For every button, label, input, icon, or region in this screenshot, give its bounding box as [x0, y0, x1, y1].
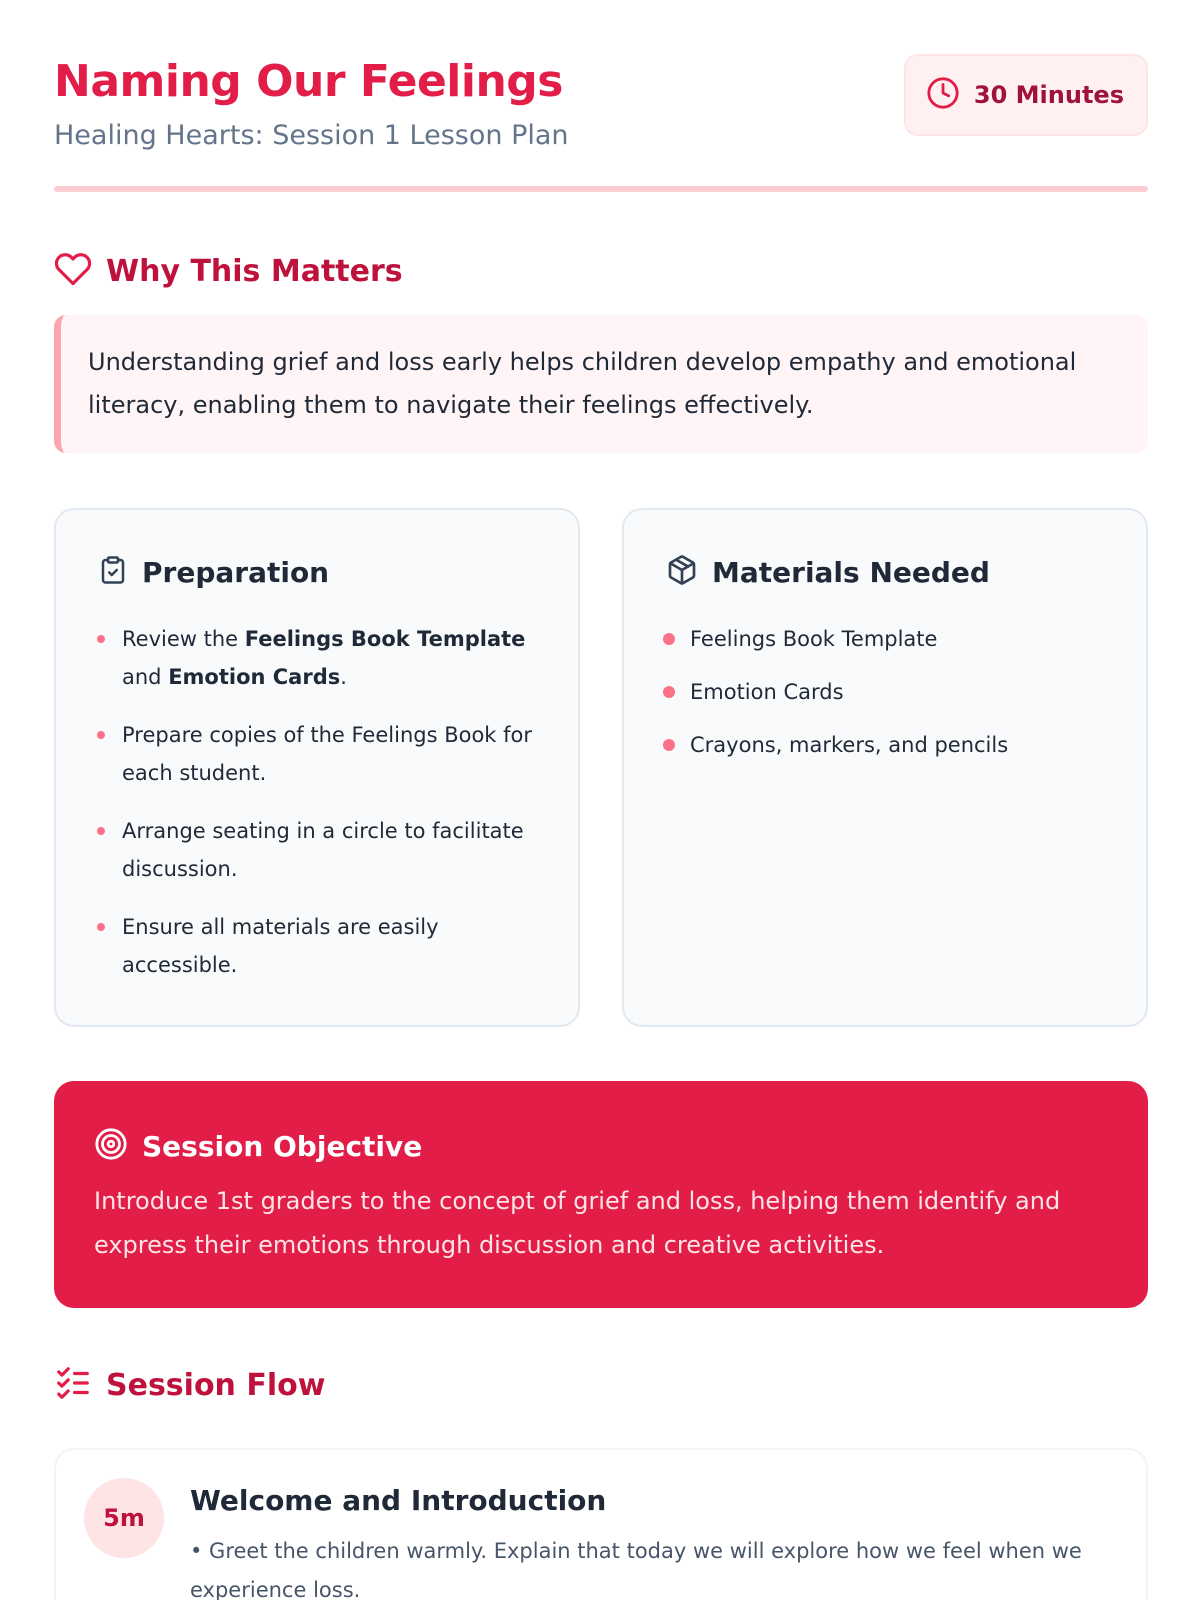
step-title: Welcome and Introduction	[190, 1484, 607, 1517]
duration-badge	[904, 54, 1148, 136]
preparation-list	[96, 620, 548, 1004]
page-subtitle: Healing Hearts: Session 1 Lesson Plan	[54, 120, 569, 151]
flow-heading	[54, 1364, 325, 1406]
objective-panel	[54, 1081, 1148, 1308]
step-time-badge: 5m	[84, 1478, 164, 1558]
materials-heading-label: Materials Needed	[712, 555, 990, 589]
list-item-text: .	[340, 665, 347, 689]
step-text: • Greet the children warmly. Explain that today we will explore how we feel when we experience loss.	[190, 1539, 1082, 1600]
header-divider	[54, 186, 1148, 192]
preparation-heading-label: Preparation	[142, 555, 330, 589]
why-text: Understanding grief and loss early helps children develop empathy and emotional literacy, enabling them to navigate their feelings effectively.	[88, 348, 1077, 419]
list-item-text: and	[122, 665, 169, 689]
flow-step-card	[54, 1448, 1148, 1600]
list-item: Crayons, markers, and pencils	[664, 726, 1116, 764]
why-callout	[54, 315, 1148, 453]
objective-heading-label: Session Objective	[142, 1129, 423, 1163]
list-item: Feelings Book Template	[664, 620, 1116, 658]
why-heading-label: Why This Matters	[106, 253, 403, 289]
materials-list	[664, 620, 1116, 779]
duration-label: 30 Minutes	[973, 81, 1124, 109]
list-item-emphasis: Emotion Cards	[168, 665, 341, 689]
checklist-icon	[54, 1364, 92, 1406]
list-item: Ensure all materials are easily accessible.	[96, 908, 548, 984]
package-icon	[666, 554, 698, 590]
why-heading	[54, 250, 403, 292]
list-item: Emotion Cards	[664, 673, 1116, 711]
preparation-heading	[98, 554, 329, 590]
list-item-emphasis: Feelings Book Template	[244, 627, 526, 651]
flow-heading-label: Session Flow	[106, 1367, 326, 1403]
list-item	[96, 620, 548, 696]
page-header	[54, 54, 1148, 194]
objective-text: Introduce 1st graders to the concept of grief and loss, helping them identify and express their emotions through discussion and creative activities.	[94, 1187, 1061, 1259]
materials-heading	[666, 554, 990, 590]
page-title: Naming Our Feelings	[54, 56, 563, 107]
clipboard-check-icon	[98, 554, 128, 590]
objective-heading	[94, 1127, 422, 1165]
list-item-text: Review the	[122, 627, 245, 651]
heart-icon	[54, 250, 92, 292]
list-item: Prepare copies of the Feelings Book for each student.	[96, 716, 548, 792]
list-item: Arrange seating in a circle to facilitate discussion.	[96, 812, 548, 888]
clock-icon	[926, 76, 960, 114]
lesson-plan-page	[54, 0, 1148, 1600]
materials-card	[622, 508, 1148, 1027]
target-icon	[94, 1127, 128, 1165]
preparation-card	[54, 508, 580, 1027]
